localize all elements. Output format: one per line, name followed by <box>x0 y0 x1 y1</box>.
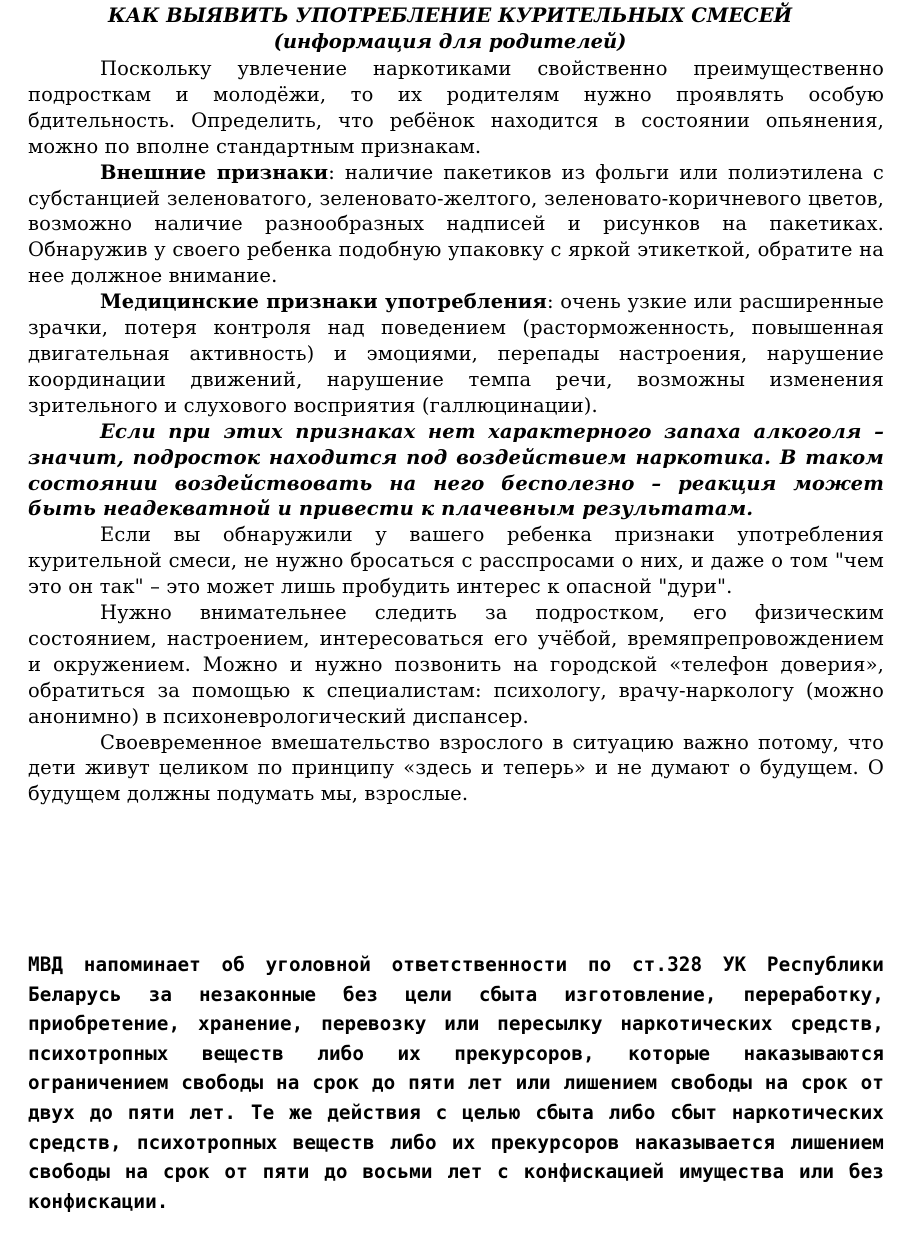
legal-notice-text: МВД напоминает об уголовной ответственности по ст.328 УК Республики Беларусь за незаконные без цели сбыта изготовление, переработку, приобретение, хранение, перевозку или пересылку наркотических средств, психотропных веществ либо их прекурсоров, которые наказываются ограничением свободы на срок до пяти лет или лишением свободы на срок от двух до пяти лет. Те же действия с целью сбыта либо сбыт наркотических средств, психотропных веществ либо их прекурсоров наказывается лишением свободы на срок от пяти до восьми лет с конфискацией имущества или без конфискации. <box>28 953 884 1213</box>
document-subtitle: (информация для родителей) <box>273 30 627 53</box>
conclusion-paragraph: Своевременное вмешательство взрослого в ситуацию важно потому, что дети живут целиком по принципу «здесь и теперь» и не думают о будущем. О будущем должны подумать мы, взрослые. <box>28 730 884 806</box>
external-signs-paragraph <box>28 160 884 290</box>
intro-paragraph: Поскольку увлечение наркотиками свойственно преимущественно подросткам и молодёжи, то их родителям нужно проявлять особую бдительность. Определить, что ребёнок находится в состоянии опьянения, можно по вполне стандартным признакам. <box>28 57 884 158</box>
warning-paragraph: Если при этих признаках нет характерного запаха алкоголя – значит, подросток находится под воздействием наркотика. В таком состоянии воздействовать на него бесполезно – реакция может быть неадекватной и привести к плачевным результатам. <box>28 419 884 521</box>
external-signs-text: : наличие пакетиков из фольги или полиэтилена с субстанцией зеленоватого, зеленовато-желтого, зеленовато-коричневого цветов, возможно наличие разнообразных надписей и рисунков на пакетиках. Обнаружив у своего ребенка подобную упаковку с яркой этикеткой, обратите на нее должное внимание. <box>28 160 884 288</box>
medical-signs-paragraph <box>28 289 884 419</box>
medical-signs-label: Медицинские признаки употребления <box>100 290 547 314</box>
external-signs-label: Внешние признаки <box>100 160 329 184</box>
document-title: КАК ВЫЯВИТЬ УПОТРЕБЛЕНИЕ КУРИТЕЛЬНЫХ СМЕСЕЙ <box>107 4 792 27</box>
advice-paragraph-1: Если вы обнаружили у вашего ребенка признаки употребления курительной смеси, не нужно бросаться с расспросами о них, и даже о том "чем это он так" – это может лишь пробудить интерес к опасной "дури". <box>28 523 884 599</box>
advice-paragraph-2: Нужно внимательнее следить за подростком, его физическим состоянием, настроением, интересоваться его учёбой, времяпрепровождением и окружением. Можно и нужно позвонить на городской «телефон доверия», обратиться за помощью к специалистам: психологу, врачу-наркологу (можно анонимно) в психоневрологический диспансер. <box>28 601 884 728</box>
article-body <box>28 56 884 807</box>
legal-notice <box>28 950 884 1216</box>
medical-signs-text: : очень узкие или расширенные зрачки, потеря контроля над поведением (расторможенность, повышенная двигательная активность) и эмоциями, перепады настроения, нарушение координации движений, нарушение темпа речи, возможны изменения зрительного и слухового восприятия (галлюцинации). <box>28 290 884 417</box>
